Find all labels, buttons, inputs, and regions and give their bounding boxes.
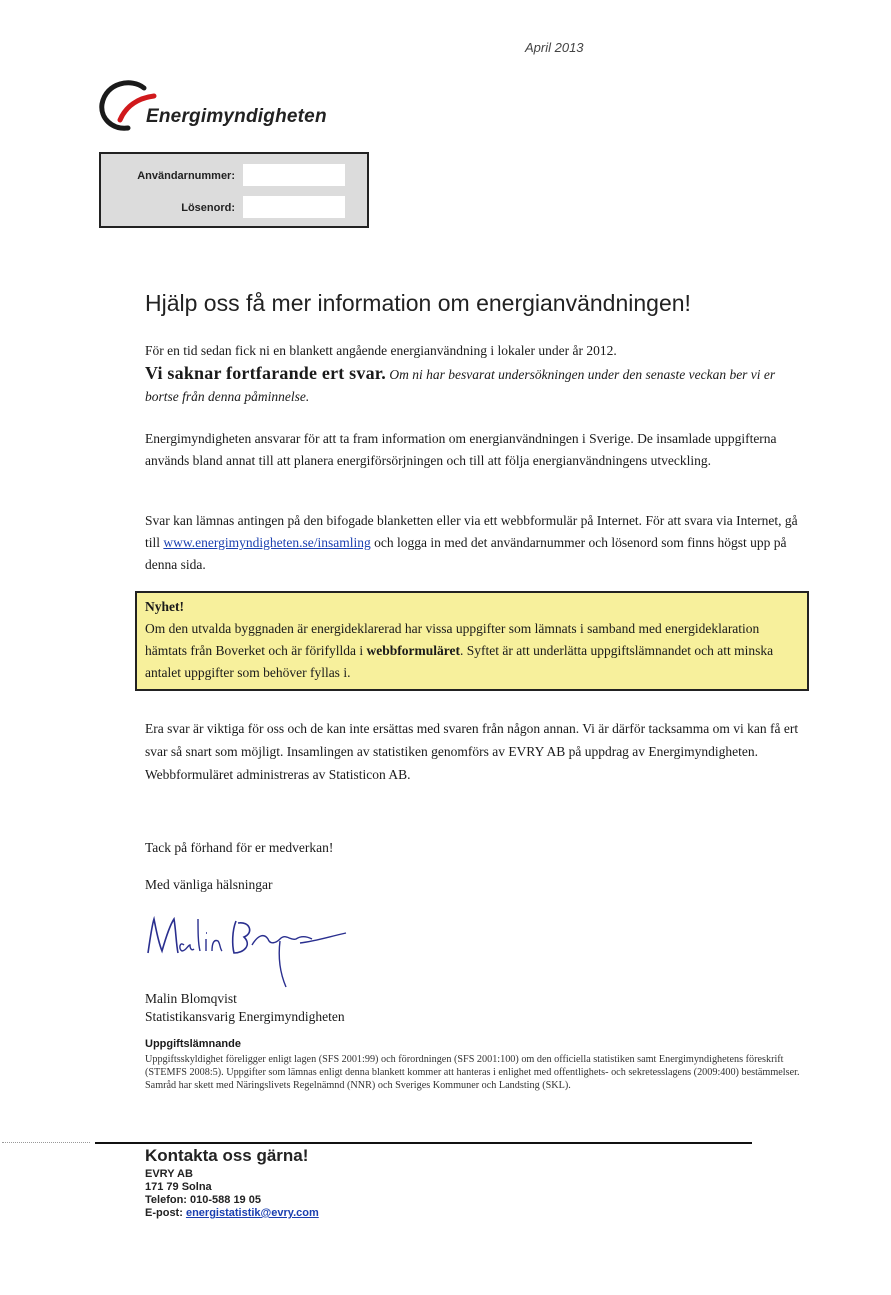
answer-post-link: och logga in med det användarnummer och lösenord som finns högst upp på denna sida.	[145, 535, 787, 572]
ignore-note: Om ni har besvarat undersökningen under den senaste veckan ber vi er bortse från denna påminnelse.	[145, 367, 776, 404]
signer-title: Statistikansvarig Energimyndigheten	[145, 1009, 345, 1024]
news-text-pre: Om den utvalda byggnaden är energideklarerad har vissa uppgifter som lämnats i samband med energideklaration hämtats från Boverket och är förifyllda i	[145, 621, 760, 658]
answer-pre-link: För att svara via Internet, gå till	[145, 513, 798, 550]
password-field[interactable]	[243, 196, 345, 218]
username-field[interactable]	[243, 164, 345, 186]
password-row	[101, 196, 367, 220]
contact-email-label: E-post:	[145, 1207, 183, 1219]
login-box	[99, 152, 369, 228]
importance-paragraph: Era svar är viktiga för oss och de kan inte ersättas med svaren från någon annan. Vi är därför tacksamma om vi kan få ert svar så snart som möjligt. Insamlingen av statistiken genomförs av EVRY AB på uppdrag av Energimyndigheten. Webbformuläret administreras av Statisticon AB.	[145, 721, 799, 782]
news-text-post: . Syftet är att underlätta uppgiftslämnandet och att minska antalet uppgifter som behöver fyllas i.	[145, 643, 774, 680]
news-title: Nyhet!	[145, 599, 184, 614]
divider-dotted	[2, 1142, 90, 1143]
signature-image	[140, 905, 360, 995]
username-row	[101, 164, 367, 188]
page-title: Hjälp oss få mer information om energianvändningen!	[145, 290, 691, 316]
answer-line: Svar kan lämnas antingen på den bifogade blanketten eller via ett webbformulär på Internet.	[145, 513, 643, 528]
missing-answer-text: Vi saknar fortfarande ert svar.	[145, 363, 387, 383]
divider-line	[95, 1142, 752, 1144]
contact-email-row	[145, 1207, 319, 1220]
legal-text: Uppgiftsskyldighet föreligger enligt lagen (SFS 2001:99) och förordningen (SFS 2001:100) om den officiella statistiken samt Energimyndighetens föreskrift (STEMFS 2008:5). Uppgifter som lämnas enligt denna blankett kommer att hanteras i enlighet med offentlighets- och sekretesslagens (2009:400) bestämmelser. Samråd har skett med Näringslivets Regelnämnd (NNR) och Sveriges Kommuner och Landsting (SKL).	[145, 1054, 800, 1091]
contact-company: EVRY AB	[145, 1168, 193, 1180]
contact-email-link[interactable]: energistatistik@evry.com	[185, 1207, 319, 1219]
password-label: Lösenord:	[181, 202, 235, 214]
insamling-link[interactable]: www.energimyndigheten.se/insamling	[163, 535, 371, 550]
news-text	[145, 618, 799, 684]
contact-block	[145, 1146, 319, 1220]
intro-line: För en tid sedan fick ni en blankett angående energianvändning i lokaler under år 2012.	[145, 343, 617, 358]
news-box	[135, 591, 809, 691]
contact-phone: Telefon: 010-588 19 05	[145, 1194, 261, 1206]
contact-title: Kontakta oss gärna!	[145, 1146, 309, 1165]
signer-name: Malin Blomqvist	[145, 991, 237, 1006]
document-date: April 2013	[525, 40, 584, 55]
intro-paragraph	[145, 340, 805, 408]
answer-paragraph	[145, 510, 805, 576]
contact-address: 171 79 Solna	[145, 1181, 212, 1193]
news-bold-word: webbformuläret	[366, 643, 461, 658]
username-label: Användarnummer:	[137, 170, 235, 182]
regards-text: Med vänliga hälsningar	[145, 877, 273, 892]
legal-title: Uppgiftslämnande	[145, 1038, 241, 1050]
thanks-text: Tack på förhand för er medverkan!	[145, 840, 334, 855]
responsibility-paragraph: Energimyndigheten ansvarar för att ta fram information om energianvändningen i Sverige. De insamlade uppgifterna används bland annat till att planera energiförsörjningen och till att följa energianvändningens utveckling.	[145, 431, 777, 468]
signer-block	[145, 990, 805, 1026]
energimyndigheten-logo	[100, 78, 340, 138]
logo-wordmark: Energimyndigheten	[146, 106, 327, 127]
